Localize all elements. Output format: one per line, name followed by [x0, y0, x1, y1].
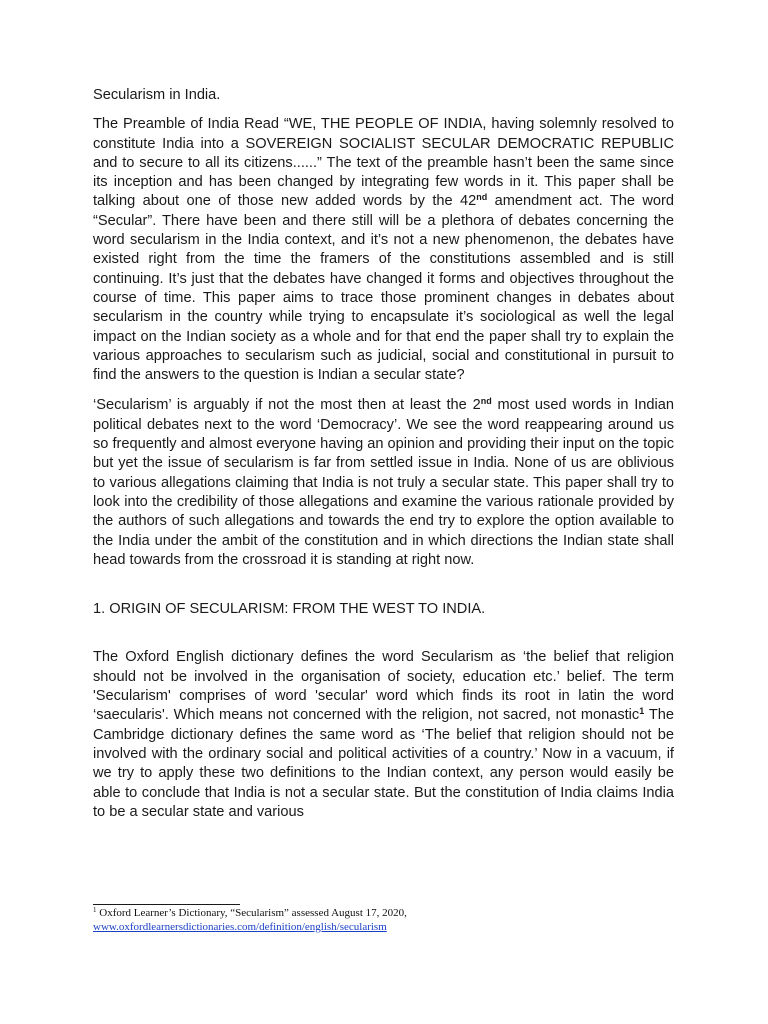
- document-page: [93, 86, 674, 822]
- footnote-text: Oxford Learner’s Dictionary, “Secularism” assessed August 17, 2020,: [96, 907, 407, 919]
- section-heading: 1. ORIGIN OF SECULARISM: FROM THE WEST TO INDIA.: [93, 601, 486, 618]
- paragraph-text: most used words in Indian political debates next to the word ‘Democracy’. We see the word reappearing around us so frequently and almost everyone having an opinion and providing their input on the topic but yet the issue of secularism is far from settled issue in India. None of us are oblivious to various allegations claiming that India is not truly a secular state. This paper shall try to look into the credibility of those allegations and examine the various rationale provided by the authors of such allegations and towards the end try to explore the option available to the India under the ambit of the constitution and in which directions the Indian state shall head towards from the crossroad it is standing at right now.: [93, 397, 675, 568]
- footnote-reference[interactable]: 1: [639, 706, 645, 717]
- document-title: Secularism in India.: [93, 87, 221, 103]
- superscript-ordinal: nd: [476, 192, 488, 203]
- paragraph-text: ‘Secularism’ is arguably if not the most then at least the 2: [93, 397, 481, 414]
- footnote-number: 1: [93, 906, 97, 914]
- superscript-ordinal: nd: [480, 396, 492, 407]
- footnote: [93, 906, 693, 934]
- paragraph-text: amendment act. The word “Secular”. There have been and there still will be a plethora of debates concerning the word secularism in the India context, and it’s not a new phenomenon, the debates have existed right from the time the framers of the constitutions assembled and is still continuing. It’s just that the debates have changed it forms and objectives throughout the course of time. This paper aims to trace those prominent changes in debates about secularism in the country while trying to encapsulate it’s sociological as well the legal impact on the Indian society as a whole and for that end the paper shall try to explain the various approaches to secularism such as judicial, social and constitutional in pursuit to find the answers to the question is Indian a secular state?: [93, 193, 674, 384]
- paragraph-secularism-debates: [93, 396, 674, 570]
- footnote-separator: [93, 904, 240, 905]
- footnote-link[interactable]: www.oxfordlearnersdictionaries.com/definition/english/secularism: [93, 921, 387, 933]
- paragraph-text: The Preamble of India Read “WE, THE PEOPLE OF INDIA, having solemnly resolved to constitute India into a SOVEREIGN SOCIALIST SECULAR DEMOCRATIC REPUBLIC and to secure to all its citizens......” The text of the preamble hasn’t been the same since its inception and has been changed by integrating few words in it. This paper shall be talking about one of those new added words by the 42: [93, 116, 674, 210]
- paragraph-text: The Oxford English dictionary defines the word Secularism as ‘the belief that religion should not be involved in the organisation of society, education etc.’ belief. The term 'Secularism' comprises of word 'secular' word which finds its root in latin the word ‘saecularis'. Which means not concerned with the religion, not sacred, not monastic: [93, 649, 674, 724]
- paragraph-text: The Cambridge dictionary defines the same word as ‘The belief that religion should not be involved with the ordinary social and political activities of a country.’ Now in a vacuum, if we try to apply these two definitions to the Indian context, any person would easily be able to conclude that India is not a secular state. But the constitution of India claims India to be a secular state and various: [93, 707, 674, 820]
- paragraph-preamble: [93, 115, 674, 385]
- paragraph-origin: [93, 648, 674, 822]
